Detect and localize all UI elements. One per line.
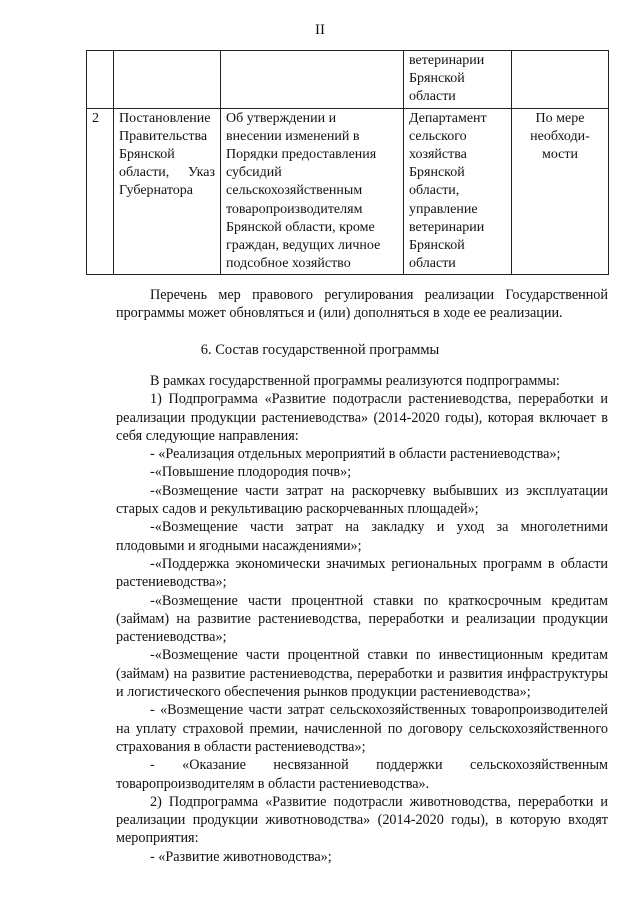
term-cell — [512, 51, 609, 109]
page-number: II — [315, 22, 325, 38]
list-item: - «Возмещение части затрат сельскохозяйственных товаропроизводителей на уплату страховой премии, начисленной по договору сельскохозяйственного страхования в области растениеводства»; — [116, 702, 608, 755]
title-cell: Постановление Правительства Брянской области, Указ Губернатора — [114, 108, 221, 275]
list-item: -«Возмещение части затрат на закладку и уход за многолетними плодовыми и ягодными насаждениями»; — [116, 519, 608, 554]
program-body — [116, 372, 608, 866]
list-item: -«Возмещение части процентной ставки по краткосрочным кредитам (займам) на развитие растениеводства, переработки и реализации продукции растениеводства»; — [116, 592, 608, 646]
department-cell: ветеринарии Брянской области — [404, 51, 512, 109]
regulation-table — [86, 50, 609, 275]
list-item: -«Возмещение части затрат на раскорчевку выбывших из эксплуатации старых садов и рекультивацию раскорчеванных площадей»; — [116, 482, 608, 518]
update-paragraph-block — [116, 286, 608, 323]
update-paragraph: Перечень мер правового регулирования реализации Государственной программы может обновляться и (или) дополняться в ходе ее реализации. — [116, 287, 608, 322]
description-cell — [221, 51, 404, 109]
list-item: - «Реализация отдельных мероприятий в области растениеводства»; — [150, 446, 561, 463]
list-item: - «Развитие животноводства»; — [150, 848, 332, 865]
list-item: - «Оказание несвязанной поддержки сельскохозяйственным товаропроизводителям в области растениеводства». — [116, 757, 608, 792]
subprogram-1-paragraph: 1) Подпрограмма «Развитие подотрасли растениеводства, переработки и реализации продукции растениеводства» (2014-2020 годы), которая включает в себя следующие направления: — [116, 391, 608, 444]
row-number-cell — [87, 51, 114, 109]
subprogram-2-paragraph: 2) Подпрограмма «Развитие подотрасли животноводства, переработки и реализации продукции животноводства» (2014-2020 годы), в которую входят мероприятия: — [116, 793, 608, 847]
section-heading: 6. Состав государственной программы — [200, 342, 440, 358]
term-cell: По мере необходи- мости — [512, 108, 609, 275]
table-row — [87, 51, 609, 109]
table-row — [87, 108, 609, 275]
list-item: -«Поддержка экономически значимых региональных программ в области растениеводства»; — [116, 555, 608, 591]
list-item: -«Возмещение части процентной ставки по инвестиционным кредитам (займам) на развитие растениеводства, переработки и развития инфраструктуры и логистического обеспечения рынков продукции растениеводства»; — [116, 647, 608, 701]
intro-paragraph: В рамках государственной программы реализуются подпрограммы: — [150, 373, 560, 389]
title-cell — [114, 51, 221, 109]
department-cell: Департамент сельского хозяйства Брянской области, управление ветеринарии Брянской области — [404, 108, 512, 275]
description-cell: Об утверждении и внесении изменений в Порядки предоставления субсидий сельскохозяйственным товаропроизводителям Брянской области, кроме граждан, ведущих личное подсобное хозяйство — [221, 108, 404, 275]
list-item: -«Повышение плодородия почв»; — [150, 464, 352, 481]
row-number-cell: 2 — [87, 108, 114, 275]
